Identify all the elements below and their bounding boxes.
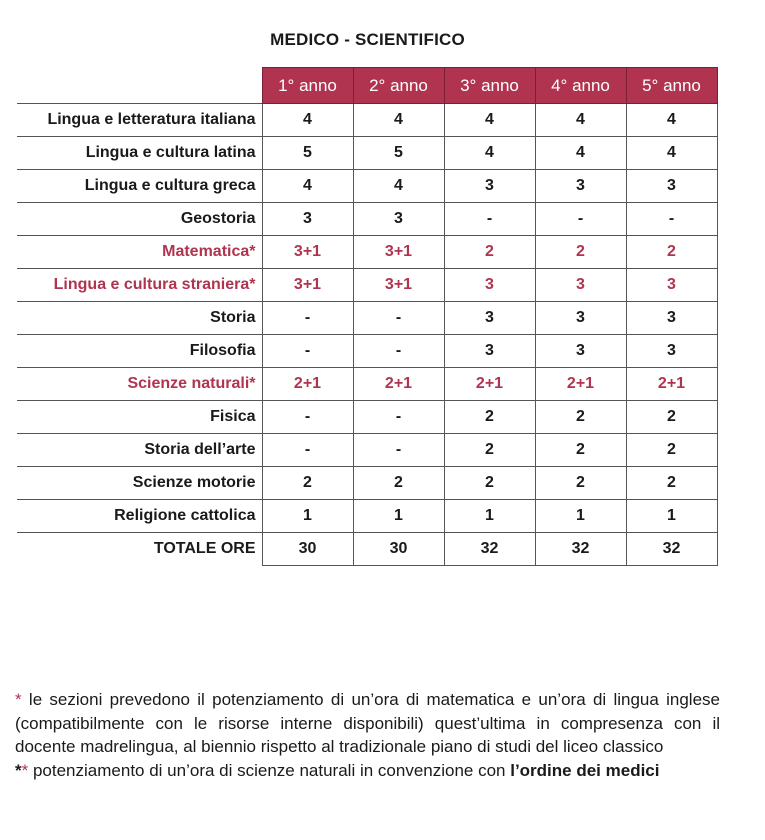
footnote-2 (15, 759, 720, 783)
hours-cell: 2 (626, 401, 717, 434)
hours-cell: 5 (353, 137, 444, 170)
hours-cell: 2 (444, 236, 535, 269)
subject-name: Lingua e letteratura italiana (17, 104, 262, 137)
table-row (17, 170, 717, 203)
hours-cell: 2 (535, 434, 626, 467)
hours-cell: 2+1 (626, 368, 717, 401)
footnote-marker: * (15, 690, 22, 709)
hours-cell: 2 (535, 401, 626, 434)
year-header: 4° anno (535, 68, 626, 104)
hours-cell: - (353, 434, 444, 467)
hours-cell: 4 (535, 137, 626, 170)
year-header: 2° anno (353, 68, 444, 104)
hours-cell: 3 (626, 335, 717, 368)
hours-cell: 3 (626, 170, 717, 203)
hours-cell: 4 (353, 170, 444, 203)
footnote-marker: * (15, 760, 22, 780)
hours-cell: 4 (262, 104, 353, 137)
total-cell: 32 (626, 533, 717, 566)
total-cell: 30 (262, 533, 353, 566)
hours-cell: 3 (535, 335, 626, 368)
subject-name: Lingua e cultura latina (17, 137, 262, 170)
footnote-marker: * (21, 760, 29, 780)
table-row (17, 137, 717, 170)
subject-name: Fisica (17, 401, 262, 434)
hours-cell: 3 (444, 170, 535, 203)
year-header: 1° anno (262, 68, 353, 104)
hours-cell: 2 (262, 467, 353, 500)
hours-cell: 4 (444, 104, 535, 137)
table-row (17, 401, 717, 434)
hours-cell: - (262, 401, 353, 434)
hours-cell: - (353, 335, 444, 368)
year-header: 5° anno (626, 68, 717, 104)
table-row (17, 335, 717, 368)
hours-cell: 3 (444, 302, 535, 335)
table-row-highlighted (17, 236, 717, 269)
subject-name: Lingua e cultura straniera* (17, 269, 262, 302)
hours-cell: 3 (535, 269, 626, 302)
total-cell: 32 (535, 533, 626, 566)
hours-cell: 2 (444, 401, 535, 434)
total-cell: 30 (353, 533, 444, 566)
subject-name: Storia (17, 302, 262, 335)
hours-cell: 5 (262, 137, 353, 170)
subject-name: Scienze naturali* (17, 368, 262, 401)
subject-name: Lingua e cultura greca (17, 170, 262, 203)
subject-name: Filosofia (17, 335, 262, 368)
year-header: 3° anno (444, 68, 535, 104)
hours-cell: - (262, 302, 353, 335)
header-row (17, 68, 717, 104)
hours-cell: 2 (535, 467, 626, 500)
footnote-bold-text: l’ordine dei medici (510, 760, 660, 780)
table-row (17, 434, 717, 467)
hours-cell: 3 (353, 203, 444, 236)
table-row-highlighted (17, 269, 717, 302)
hours-cell: 4 (262, 170, 353, 203)
hours-cell: 1 (262, 500, 353, 533)
table-row (17, 467, 717, 500)
hours-cell: 3 (535, 302, 626, 335)
hours-cell: 2+1 (535, 368, 626, 401)
hours-cell: 2 (535, 236, 626, 269)
hours-cell: - (535, 203, 626, 236)
footnotes (15, 688, 720, 782)
hours-cell: 2 (444, 434, 535, 467)
subject-name: Scienze motorie (17, 467, 262, 500)
hours-cell: 1 (626, 500, 717, 533)
hours-cell: 3 (626, 302, 717, 335)
hours-cell: 2 (626, 236, 717, 269)
hours-cell: 3 (262, 203, 353, 236)
hours-cell: 2+1 (353, 368, 444, 401)
hours-cell: 1 (353, 500, 444, 533)
hours-cell: 4 (626, 104, 717, 137)
hours-cell: - (353, 401, 444, 434)
hours-cell: 1 (535, 500, 626, 533)
hours-cell: 3+1 (262, 269, 353, 302)
total-cell: 32 (444, 533, 535, 566)
hours-cell: 3 (444, 335, 535, 368)
table-row (17, 203, 717, 236)
hours-cell: 2 (626, 434, 717, 467)
header-corner (17, 68, 262, 104)
hours-cell: 3 (535, 170, 626, 203)
hours-cell: 3+1 (262, 236, 353, 269)
footnote-text: le sezioni prevedono il potenziamento di un’ora di matematica e un’ora di lingua inglese (compatibilmente con le risorse interne disponibili) quest’ultima in compresenza con il docente madrelingua, al biennio rispetto al tradizionale piano di studi del liceo classico (15, 690, 720, 756)
hours-cell: 4 (444, 137, 535, 170)
hours-cell: 2 (626, 467, 717, 500)
total-row (17, 533, 717, 566)
subject-name: Geostoria (17, 203, 262, 236)
hours-cell: 2+1 (262, 368, 353, 401)
table-row (17, 500, 717, 533)
hours-cell: 3 (626, 269, 717, 302)
hours-cell: 3 (444, 269, 535, 302)
hours-cell: - (262, 335, 353, 368)
hours-cell: 4 (626, 137, 717, 170)
table-row (17, 104, 717, 137)
subject-name: Matematica* (17, 236, 262, 269)
hours-cell: 2 (353, 467, 444, 500)
hours-cell: 1 (444, 500, 535, 533)
footnote-text: potenziamento di un’ora di scienze naturali in convenzione con (28, 760, 511, 780)
hours-cell: - (626, 203, 717, 236)
hours-cell: - (262, 434, 353, 467)
hours-cell: 4 (353, 104, 444, 137)
hours-cell: 3+1 (353, 269, 444, 302)
hours-cell: - (444, 203, 535, 236)
total-label: TOTALE ORE (17, 533, 262, 566)
schedule-table (17, 67, 718, 566)
footnote-1 (15, 688, 720, 759)
hours-cell: 2+1 (444, 368, 535, 401)
hours-cell: 3+1 (353, 236, 444, 269)
subject-name: Religione cattolica (17, 500, 262, 533)
hours-cell: 4 (535, 104, 626, 137)
subject-name: Storia dell’arte (17, 434, 262, 467)
table-row (17, 302, 717, 335)
page-title: MEDICO - SCIENTIFICO (270, 30, 465, 49)
hours-cell: - (353, 302, 444, 335)
table-row-highlighted (17, 368, 717, 401)
hours-cell: 2 (444, 467, 535, 500)
